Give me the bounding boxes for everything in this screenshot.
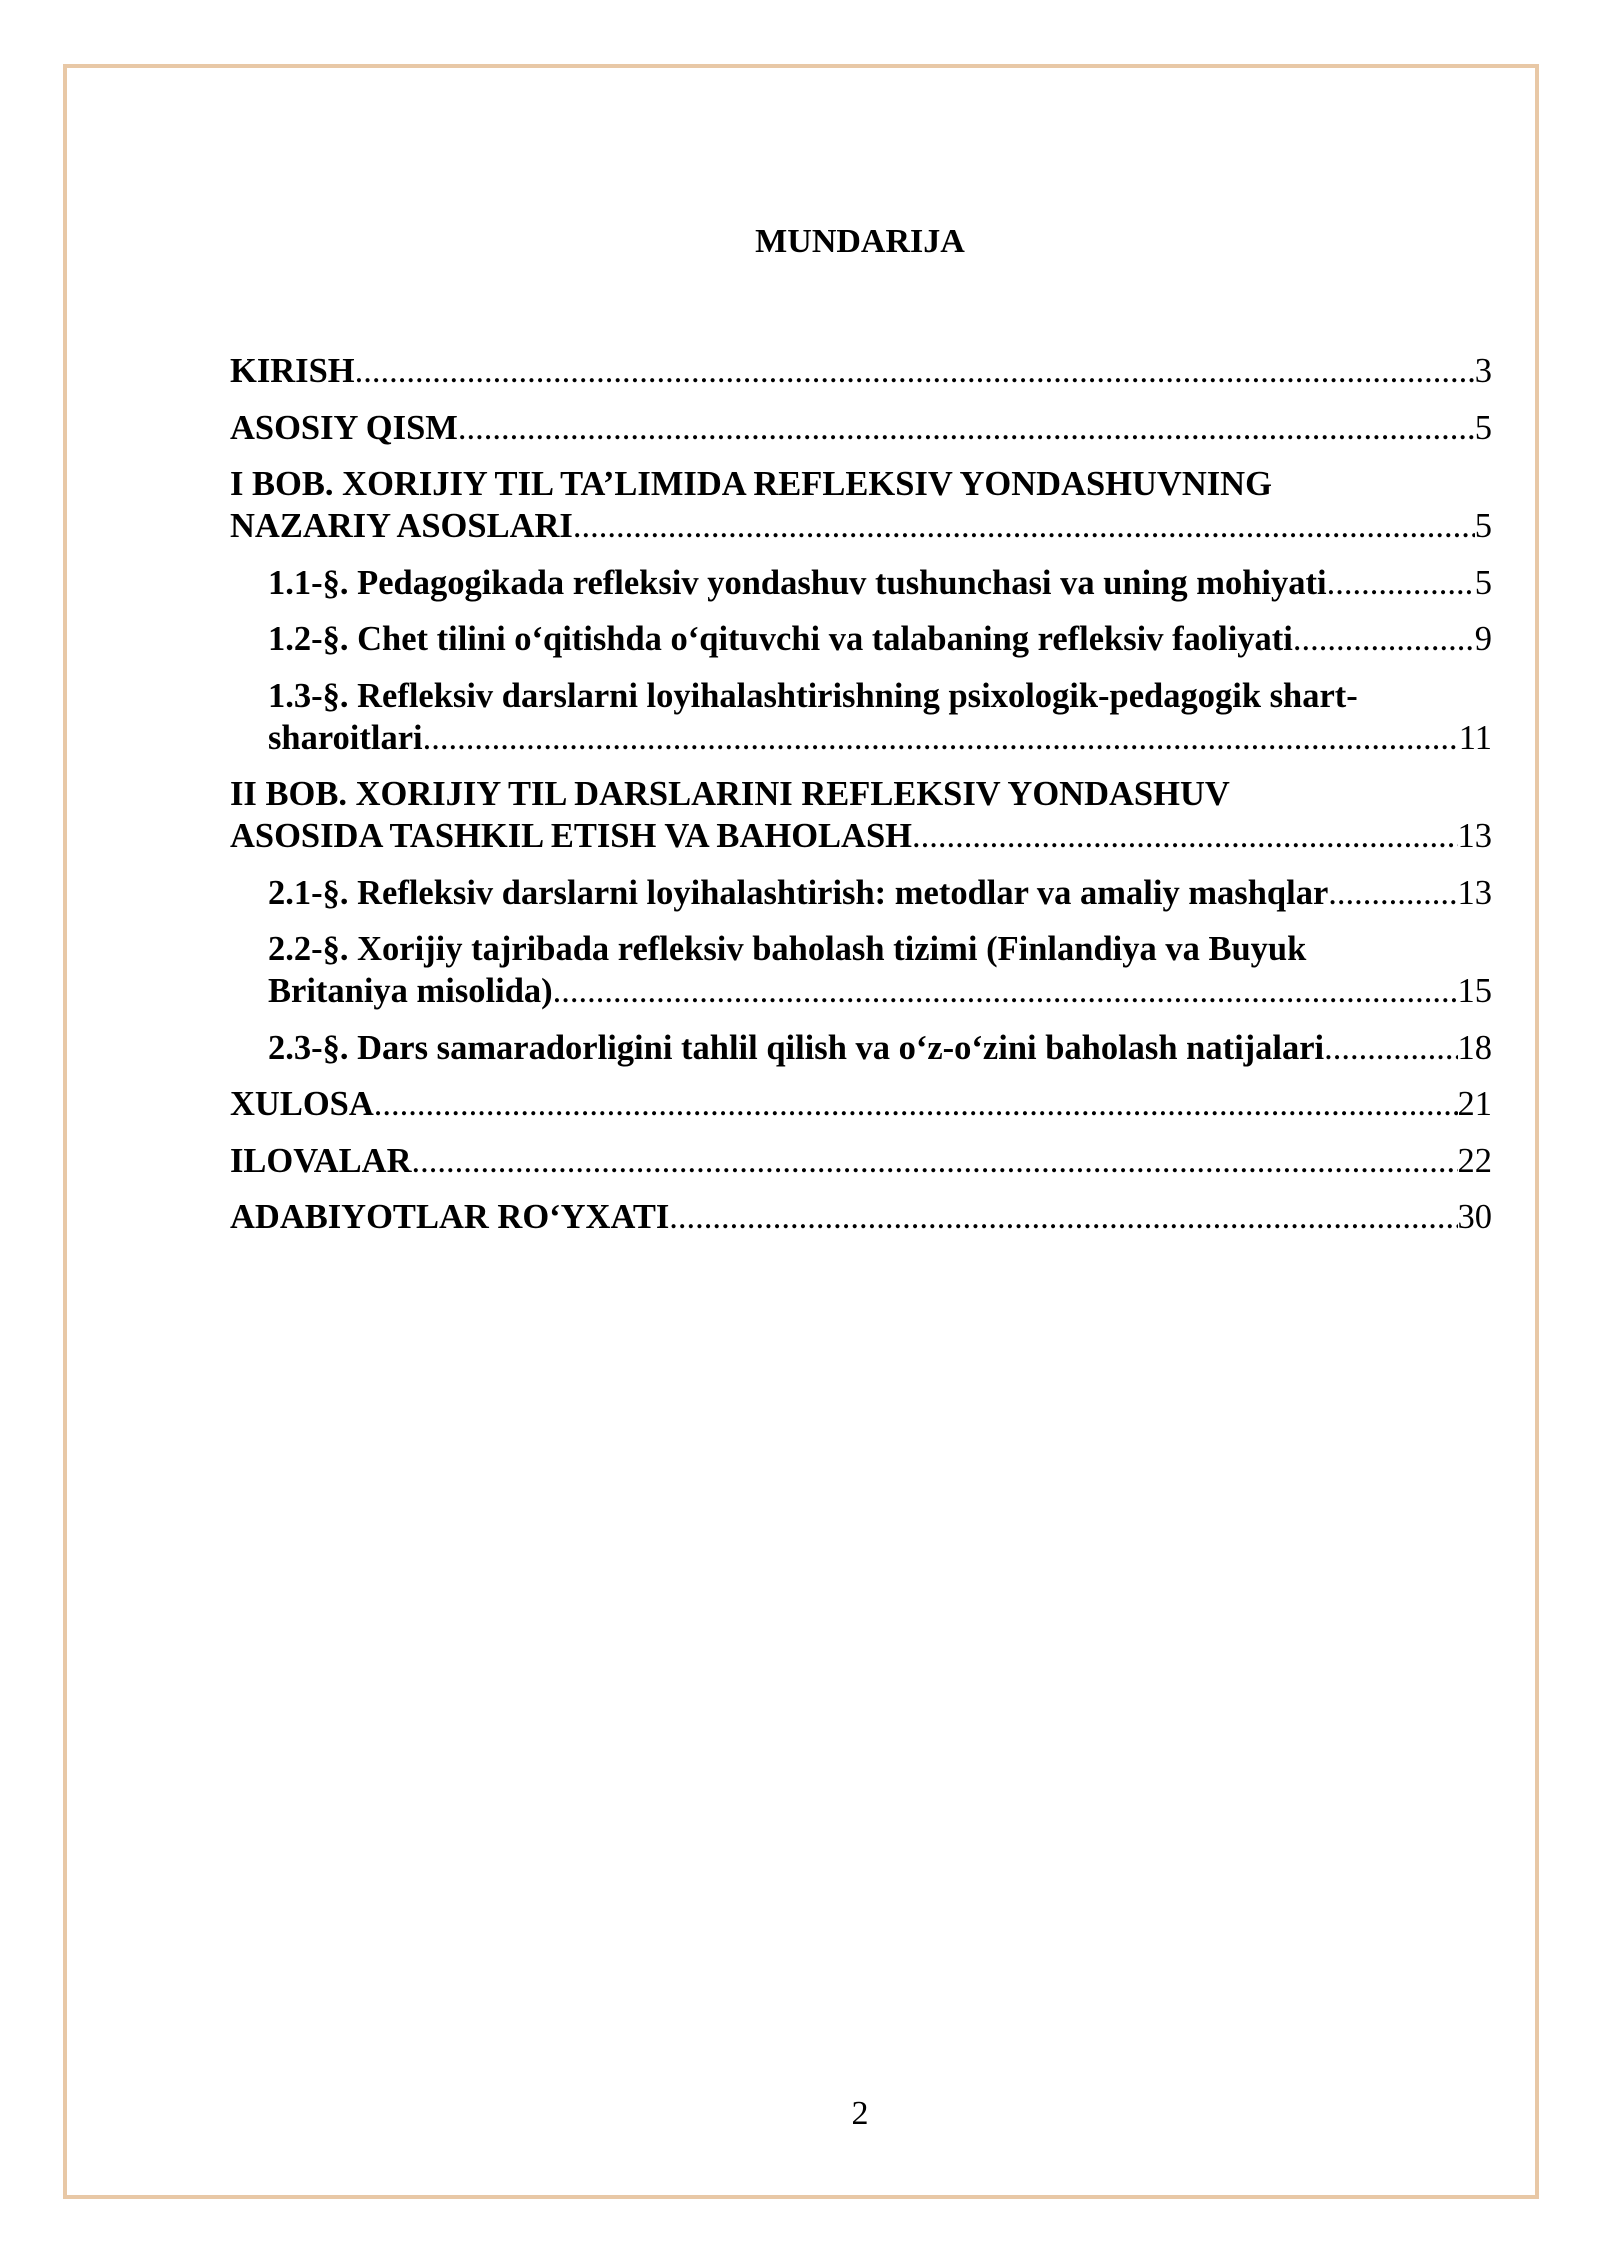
toc-entry-title: ASOSIDA TASHKIL ETISH VA BAHOLASH	[230, 817, 912, 855]
toc-entry[interactable]	[230, 773, 1492, 857]
toc-entry-row	[268, 872, 1492, 914]
toc-entry[interactable]	[230, 675, 1492, 759]
dot-leader	[912, 815, 1458, 857]
dot-leader	[1327, 562, 1475, 604]
dot-leader	[553, 970, 1458, 1012]
toc-entry-title: ILOVALAR	[230, 1141, 412, 1180]
toc-entry-row	[230, 407, 1492, 449]
toc-page-number: 15	[1457, 972, 1492, 1010]
toc-page-number: 5	[1474, 408, 1492, 447]
dot-leader	[374, 1083, 1458, 1125]
toc-entry[interactable]	[230, 1140, 1492, 1182]
toc-entry-title-line: 1.3-§. Refleksiv darslarni loyihalashtirishning psixologik-pedagogik shart-	[268, 676, 1358, 715]
toc-entry[interactable]	[230, 463, 1492, 547]
toc-entry[interactable]	[230, 1083, 1492, 1125]
toc-entry-title: ASOSIY QISM	[230, 408, 458, 447]
dot-leader	[458, 407, 1475, 449]
toc-entry-title: NAZARIY ASOSLARI	[230, 507, 573, 545]
toc-entry[interactable]	[230, 407, 1492, 449]
dot-leader	[1293, 618, 1475, 660]
toc-entry-row	[268, 1027, 1492, 1069]
toc-entry[interactable]	[230, 1027, 1492, 1069]
toc-page-number: 30	[1457, 1198, 1492, 1236]
toc-entry[interactable]	[230, 562, 1492, 604]
toc-entry[interactable]	[230, 1196, 1492, 1238]
toc-entry-row	[230, 1196, 1492, 1238]
toc-entry-row	[230, 1140, 1492, 1182]
toc-entry-title: KIRISH	[230, 352, 355, 390]
toc-entry-title-line: I BOB. XORIJIY TIL TA’LIMIDA REFLEKSIV YONDASHUVNING	[230, 465, 1272, 503]
toc-page-number: 22	[1457, 1141, 1492, 1180]
dot-leader	[355, 350, 1475, 392]
toc-page-number: 3	[1474, 352, 1492, 390]
toc-entry[interactable]	[230, 350, 1492, 392]
toc-entry[interactable]	[230, 872, 1492, 914]
toc-page-number: 13	[1457, 817, 1492, 855]
toc-entry-title: 1.1-§. Pedagogikada refleksiv yondashuv tushunchasi va uning mohiyati	[268, 563, 1327, 602]
table-of-contents	[230, 350, 1492, 1253]
toc-page-number: 13	[1457, 873, 1492, 912]
toc-entry-title: 2.1-§. Refleksiv darslarni loyihalashtirish: metodlar va amaliy mashqlar	[268, 873, 1329, 912]
toc-page-number: 5	[1474, 563, 1492, 602]
toc-entry[interactable]	[230, 928, 1492, 1012]
toc-entry-row	[268, 618, 1492, 660]
toc-entry-title: 2.3-§. Dars samaradorligini tahlil qilish va o‘z-o‘zini baholash natijalari	[268, 1028, 1325, 1067]
dot-leader	[423, 717, 1459, 759]
toc-page-number: 9	[1474, 620, 1492, 658]
dot-leader	[1324, 1027, 1457, 1069]
toc-entry-row	[268, 970, 1492, 1012]
dot-leader	[1328, 872, 1457, 914]
page-title: MUNDARIJA	[755, 223, 965, 260]
toc-entry-row	[230, 815, 1492, 857]
toc-entry-title: 1.2-§. Chet tilini o‘qitishda o‘qituvchi va talabaning refleksiv faoliyati	[268, 620, 1293, 658]
dot-leader	[412, 1140, 1458, 1182]
toc-entry-title: ADABIYOTLAR RO‘YXATI	[230, 1198, 670, 1236]
toc-page-number: 5	[1474, 507, 1492, 545]
toc-page-number: 21	[1457, 1085, 1492, 1123]
toc-entry-row	[268, 562, 1492, 604]
toc-entry-title: Britaniya misolida)	[268, 972, 553, 1010]
toc-entry-title-line: 2.2-§. Xorijiy tajribada refleksiv baholash tizimi (Finlandiya va Buyuk	[268, 930, 1307, 968]
toc-entry-row	[268, 717, 1492, 759]
dot-leader	[573, 505, 1475, 547]
toc-page-number: 11	[1458, 718, 1492, 757]
page-number: 2	[851, 2095, 869, 2132]
toc-entry-row	[230, 505, 1492, 547]
toc-entry-row	[230, 350, 1492, 392]
toc-entry-title: XULOSA	[230, 1085, 374, 1123]
toc-entry-title: sharoitlari	[268, 718, 423, 757]
toc-page-number: 18	[1457, 1028, 1492, 1067]
dot-leader	[669, 1196, 1457, 1238]
toc-entry-title-line: II BOB. XORIJIY TIL DARSLARINI REFLEKSIV YONDASHUV	[230, 775, 1230, 813]
toc-entry-row	[230, 1083, 1492, 1125]
toc-entry[interactable]	[230, 618, 1492, 660]
